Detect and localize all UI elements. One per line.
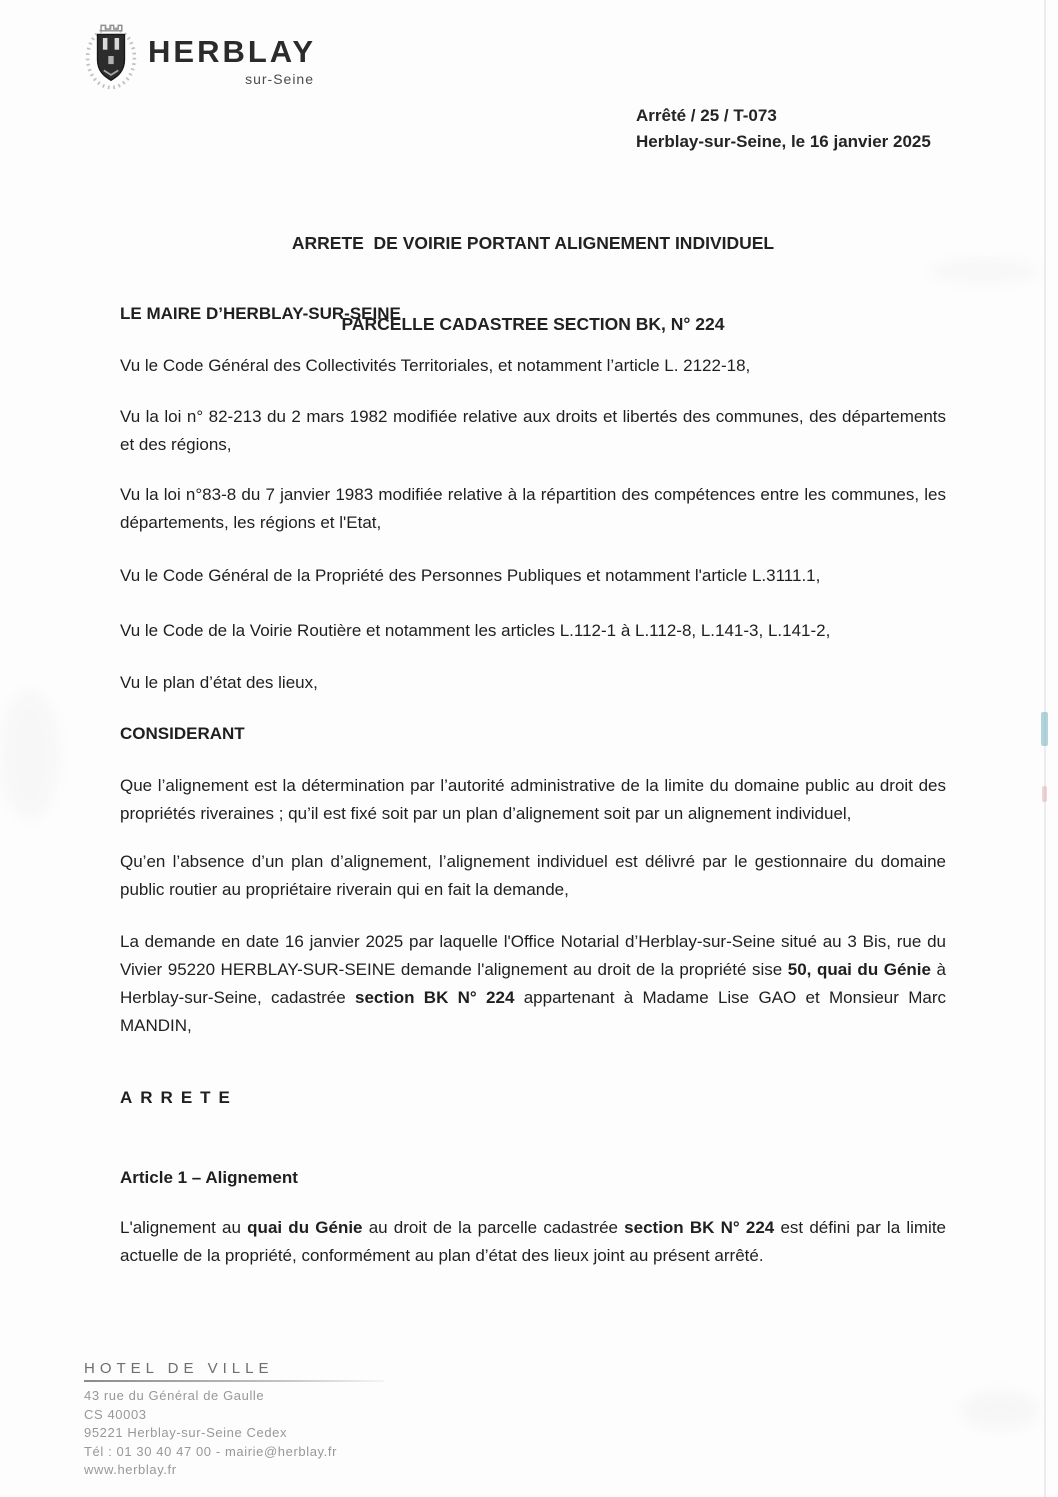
- document-body: [120, 300, 946, 1270]
- reference-block: [636, 103, 931, 155]
- vu-paragraph-3: Vu la loi n°83-8 du 7 janvier 1983 modifiée relative à la répartition des compétences entre les communes, les départements, les régions et l'Etat,: [120, 485, 946, 532]
- footer-contact: Tél : 01 30 40 47 00 - mairie@herblay.fr: [84, 1443, 338, 1459]
- vu-paragraph-4: Vu le Code Général de la Propriété des Personnes Publiques et notamment l'article L.3111.1,: [120, 566, 821, 585]
- logo-city-name: HERBLAY: [148, 34, 316, 69]
- footer-address-line2: CS 40003: [84, 1406, 147, 1422]
- article1-street-bold: quai du Génie: [247, 1218, 363, 1237]
- demande-text: La demande en date 16 janvier 2025 par laquelle l'Office Notarial d’Herblay-sur-Seine situé au 3 Bis, rue du Vivier 95220 HERBLAY-SUR-SEINE demande l'alignement au droit de la propriété sise: [120, 932, 946, 979]
- scan-smudge-artifact: [930, 258, 1040, 284]
- article1-heading: Article 1 – Alignement: [120, 1168, 298, 1187]
- article1-text: est défini par la limite actuelle de la propriété, conformément au plan d’état des lieux joint au présent arrêté.: [120, 1218, 947, 1265]
- place-dateline: Herblay-sur-Seine, le 16 janvier 2025: [636, 132, 931, 151]
- vu-paragraph-5: Vu le Code de la Voirie Routière et notamment les articles L.112-1 à L.112-8, L.141-3, L.141-2,: [120, 621, 831, 640]
- vu-paragraph-6: Vu le plan d’état des lieux,: [120, 673, 318, 692]
- scan-smudge-artifact: [960, 1390, 1040, 1430]
- footer-address-line1: 43 rue du Général de Gaulle: [84, 1388, 265, 1403]
- scan-edge-artifact: [1044, 0, 1046, 1497]
- article1-paragraph: [120, 1214, 946, 1270]
- footer-title: HOTEL DE VILLE: [84, 1360, 274, 1377]
- scan-mark-teal-artifact: [1041, 712, 1048, 746]
- considerant-paragraph-1: Que l’alignement est la détermination par l’autorité administrative de la limite du domaine public au droit des propriétés riveraines ; qu’il est fixé soit par un plan d’alignement soit par un alignement individuel,: [120, 776, 946, 823]
- herblay-logo: [84, 20, 316, 97]
- demande-parcel-bold: section BK N° 224: [354, 988, 515, 1007]
- logo-subtitle: sur-Seine: [245, 71, 314, 87]
- scan-smudge-artifact: [0, 690, 60, 820]
- vu-paragraph-2: Vu la loi n° 82-213 du 2 mars 1982 modifiée relative aux droits et libertés des communes, des départements et des régions,: [120, 407, 946, 454]
- decree-reference: Arrêté / 25 / T-073: [636, 106, 777, 125]
- demande-text: à Herblay-sur-Seine, cadastrée: [120, 960, 946, 1007]
- demande-address-bold: 50, quai du Génie: [787, 960, 931, 979]
- footer-address-line3: 95221 Herblay-sur-Seine Cedex: [84, 1425, 288, 1440]
- footer-website: www.herblay.fr: [84, 1462, 177, 1477]
- arrete-heading: ARRETE: [120, 1088, 238, 1107]
- scan-mark-pink-artifact: [1042, 786, 1047, 802]
- document-title-line1: ARRETE DE VOIRIE PORTANT ALIGNEMENT INDIVIDUEL: [291, 233, 775, 253]
- demande-text: appartenant à Madame Lise GAO et Monsieur Marc MANDIN,: [120, 988, 946, 1035]
- footer-divider: [84, 1380, 384, 1382]
- document-title-line2: PARCELLE CADASTREE SECTION BK, N° 224: [341, 314, 725, 334]
- vu-paragraph-1: Vu le Code Général des Collectivités Territoriales, et notamment l’article L. 2122-18,: [120, 356, 751, 375]
- mayor-heading: LE MAIRE D’HERBLAY-SUR-SEINE: [120, 304, 401, 323]
- demande-paragraph: [120, 928, 946, 1040]
- article1-text: au droit de la parcelle cadastrée: [362, 1218, 625, 1237]
- considerant-heading: CONSIDERANT: [120, 724, 245, 743]
- article1-text: L'alignement au: [120, 1218, 248, 1237]
- herblay-crest-icon: [84, 20, 138, 97]
- article1-parcel-bold: section BK N° 224: [624, 1218, 775, 1237]
- considerant-paragraph-2: Qu’en l’absence d’un plan d’alignement, l’alignement individuel est délivré par le gestionnaire du domaine public routier au propriétaire riverain qui en fait la demande,: [120, 852, 946, 899]
- town-hall-footer: [84, 1360, 384, 1480]
